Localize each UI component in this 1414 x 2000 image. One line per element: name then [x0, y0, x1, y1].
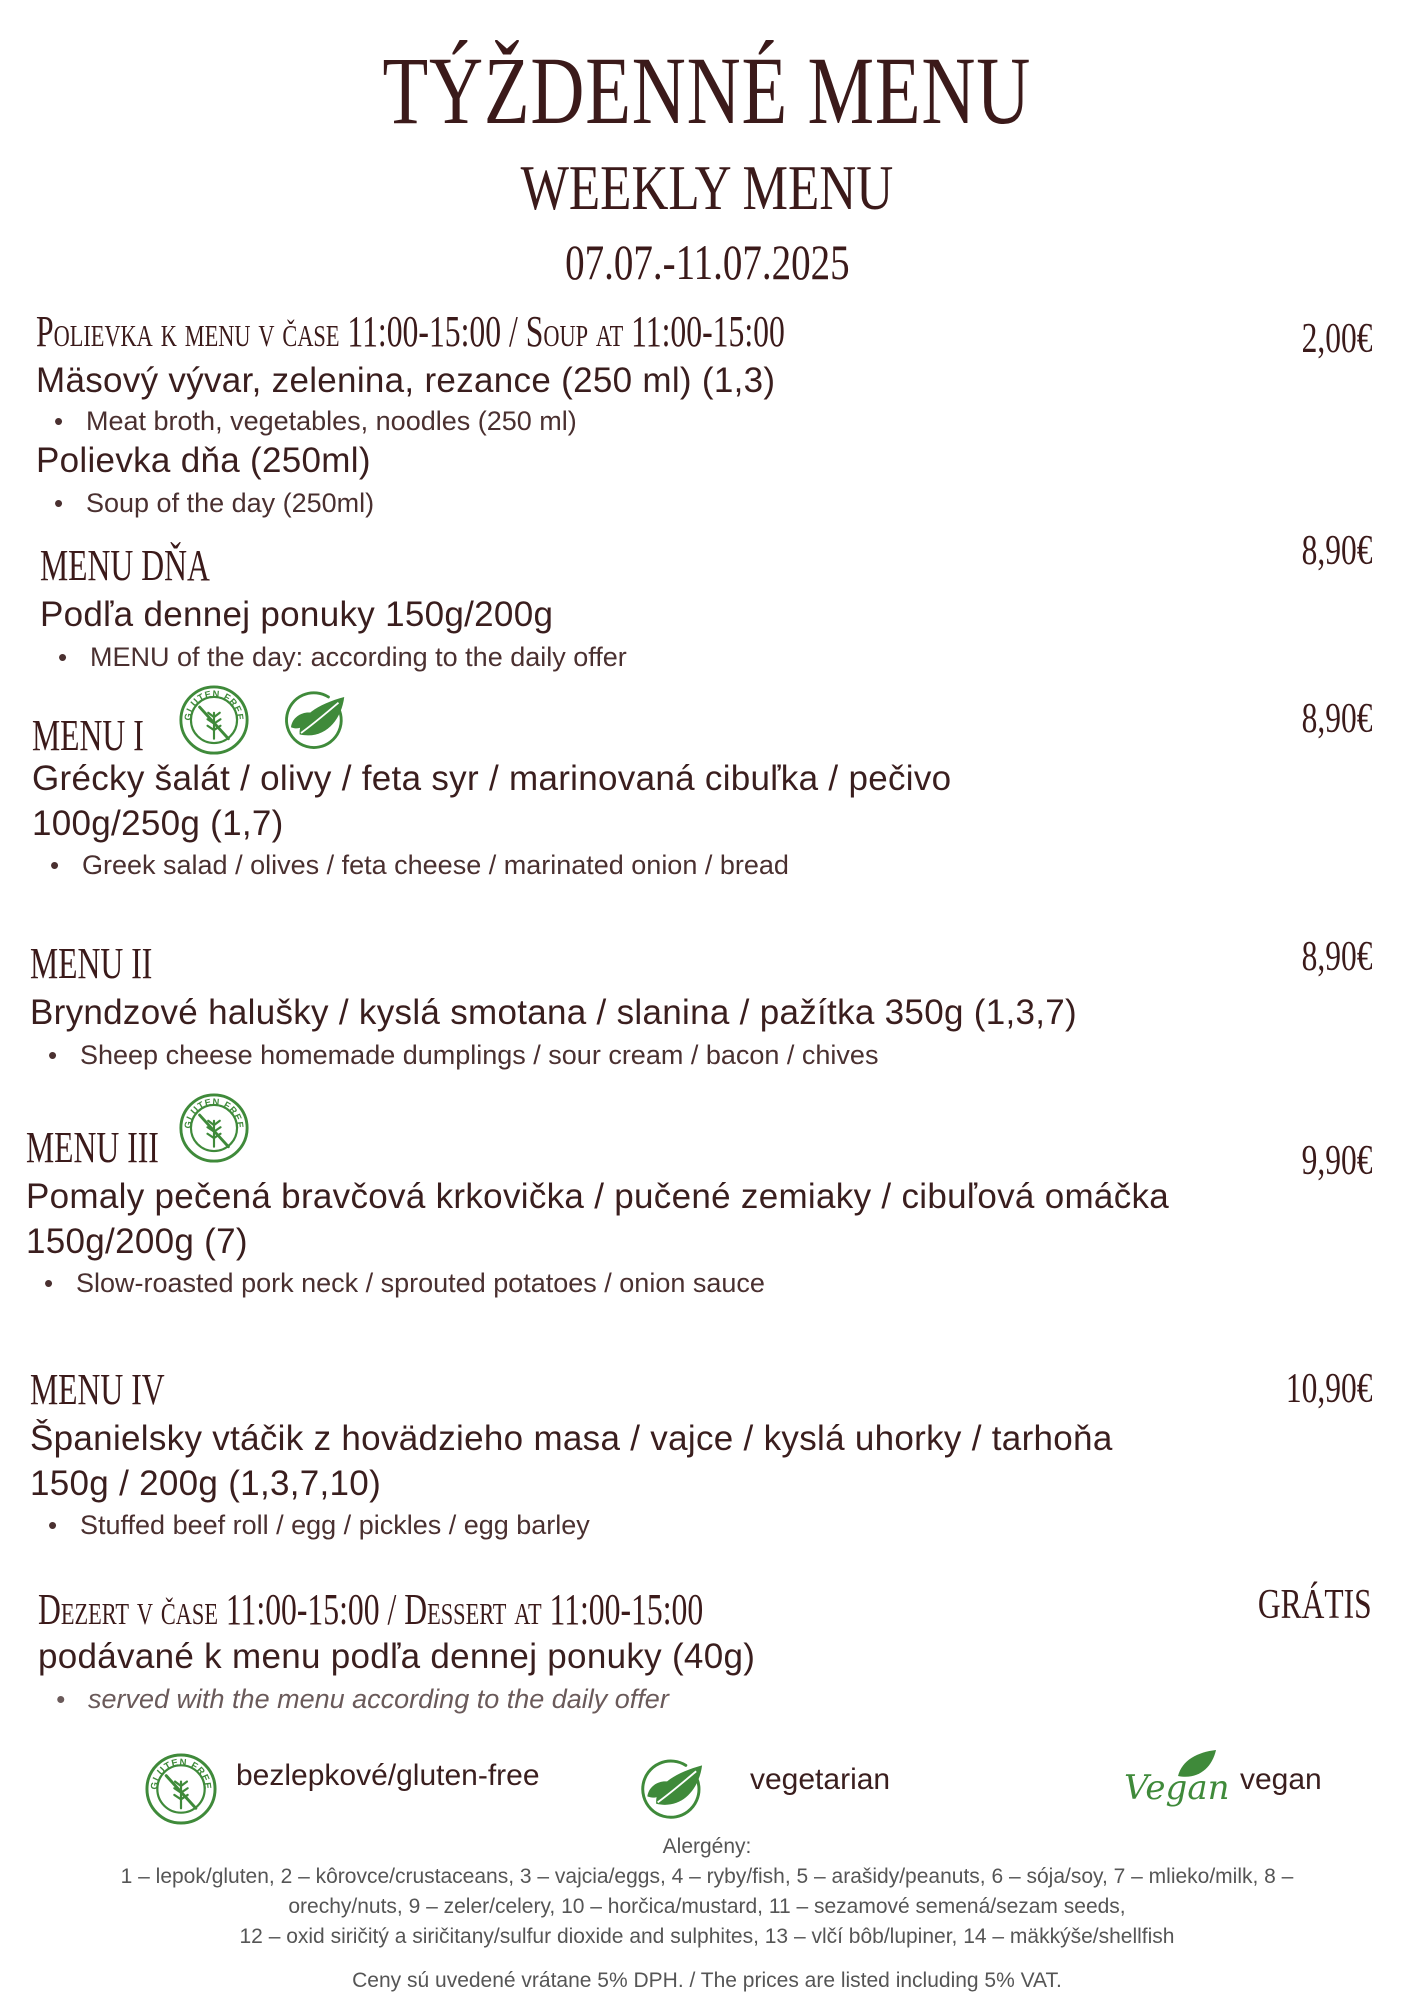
- vat-note: Ceny sú uvedené vrátane 5% DPH. / The prices are listed including 5% VAT.: [352, 1969, 1062, 1992]
- menu-2-title: MENU II: [30, 939, 153, 988]
- soup-price: 2,00€: [1301, 316, 1372, 362]
- menu-1-dish: Grécky šalát / olivy / feta syr / marinovaná cibuľka / pečivo 100g/250g (1,7): [32, 759, 952, 843]
- vegetarian-icon: [634, 1752, 708, 1826]
- vegetarian-icon: [278, 684, 350, 756]
- dessert-dish-en: • served with the menu according to the daily offer: [38, 1682, 669, 1716]
- allergens-title: Alergény:: [662, 1835, 752, 1858]
- menu-2-price: 8,90€: [1301, 934, 1372, 980]
- gluten-free-icon: [144, 1752, 218, 1826]
- dessert-title: Dezert v čase 11:00-15:00 / Dessert at 11:00-15:00: [38, 1585, 704, 1634]
- dessert-price: GRÁTIS: [1258, 1582, 1372, 1628]
- gluten-free-icon: [178, 1092, 250, 1164]
- menu-2-dish-en: • Sheep cheese homemade dumplings / sour cream / bacon / chives: [30, 1038, 878, 1072]
- menu-day-title: MENU DŇA: [40, 541, 210, 590]
- menu-2-dish: Bryndzové halušky / kyslá smotana / slanina / pažítka 350g (1,3,7): [30, 993, 1078, 1032]
- menu-day-dish-en: • MENU of the day: according to the daily offer: [40, 640, 627, 674]
- menu-3-dish-en: • Slow-roasted pork neck / sprouted potatoes / onion sauce: [26, 1266, 765, 1300]
- menu-3-dish: Pomaly pečená bravčová krkovička / pučené zemiaky / cibuľová omáčka 150g/200g (7): [26, 1177, 1170, 1261]
- dessert-dish: podávané k menu podľa dennej ponuky (40g): [38, 1637, 756, 1676]
- menu-4-price: 10,90€: [1285, 1366, 1372, 1412]
- page-subtitle: WEEKLY MENU: [520, 152, 894, 223]
- menu-3-title: MENU III: [26, 1123, 159, 1172]
- menu-4-title: MENU IV: [30, 1365, 165, 1414]
- date-range: 07.07.-11.07.2025: [564, 234, 850, 290]
- soup-dish-2-en: • Soup of the day (250ml): [36, 486, 374, 520]
- menu-4-dish-en: • Stuffed beef roll / egg / pickles / egg barley: [30, 1508, 590, 1542]
- menu-day-price: 8,90€: [1301, 528, 1372, 574]
- menu-4-dish: Španielsky vtáčik z hovädzieho masa / vajce / kyslá uhorky / tarhoňa 150g / 200g (1,3,7,10): [30, 1419, 1113, 1503]
- soup-title: Polievka k menu v čase 11:00-15:00 / Soup at 11:00-15:00: [36, 307, 785, 356]
- vegan-icon: Vegan: [1120, 1746, 1220, 1816]
- menu-day-dish: Podľa dennej ponuky 150g/200g: [40, 595, 554, 634]
- allergens-line-3: 12 – oxid siričitý a siričitany/sulfur dioxide and sulphites, 13 – vlčí bôb/lupiner, 14 – mäkkýše/shellfish: [239, 1925, 1175, 1948]
- allergens-line-1: 1 – lepok/gluten, 2 – kôrovce/crustaceans, 3 – vajcia/eggs, 4 – ryby/fish, 5 – arašidy/peanuts, 6 – sója/soy, 7 – mlieko/milk, 8 –: [120, 1865, 1294, 1888]
- soup-dish-2: Polievka dňa (250ml): [36, 441, 371, 480]
- allergens-line-2: orechy/nuts, 9 – zeler/celery, 10 – horčica/mustard, 11 – sezamové semená/sezam seeds,: [288, 1895, 1126, 1918]
- gluten-free-icon: [178, 684, 250, 756]
- menu-1-dish-en: • Greek salad / olives / feta cheese / marinated onion / bread: [32, 848, 789, 882]
- soup-dish-1-en: • Meat broth, vegetables, noodles (250 ml): [36, 404, 577, 438]
- menu-3-price: 9,90€: [1301, 1138, 1372, 1184]
- legend-gluten-free: bezlepkové/gluten-free: [236, 1759, 540, 1792]
- menu-1-price: 8,90€: [1301, 696, 1372, 742]
- legend-vegan: vegan: [1240, 1763, 1322, 1796]
- legend-vegetarian: vegetarian: [750, 1763, 891, 1796]
- soup-dish-1: Mäsový vývar, zelenina, rezance (250 ml) (1,3): [36, 361, 776, 400]
- page-title: TÝŽDENNÉ MENU: [382, 37, 1032, 144]
- menu-1-title: MENU I: [32, 711, 144, 760]
